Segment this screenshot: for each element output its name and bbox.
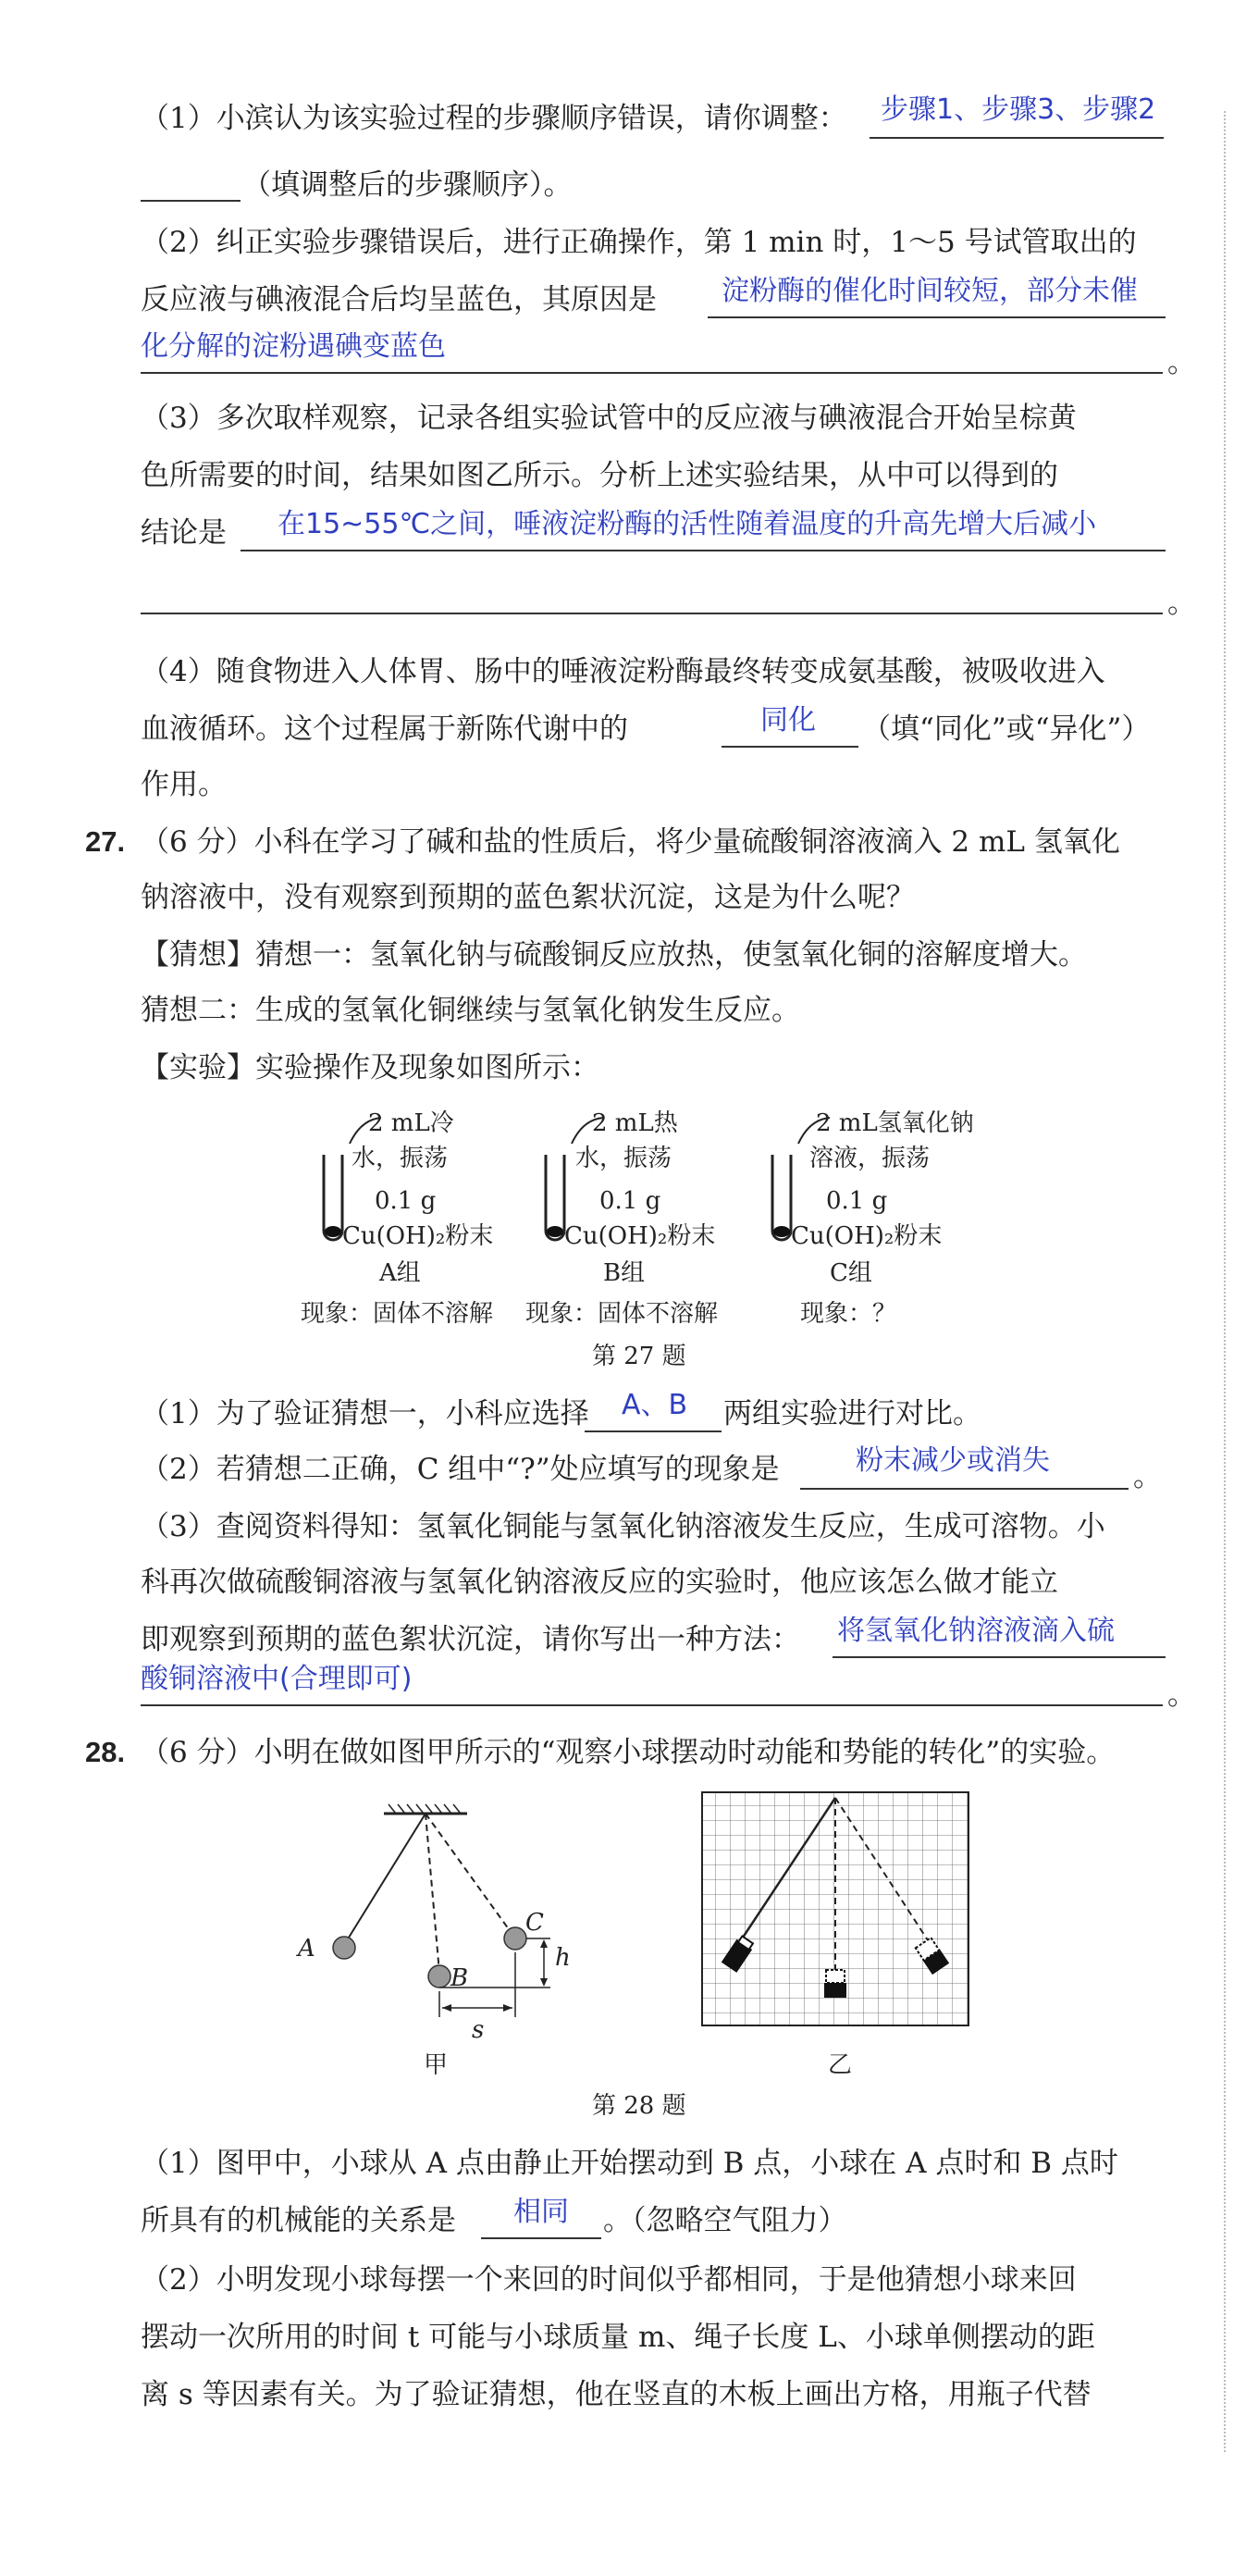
period: 。 <box>1133 1460 1162 1493</box>
ball-a <box>333 1937 355 1959</box>
q27-intro1: （6 分）小科在学习了碱和盐的性质后，将少量硫酸铜溶液滴入 2 mL 氢氧化 <box>141 825 1120 859</box>
label-c: C <box>525 1909 544 1937</box>
q27-s1b: 两组实验进行对比。 <box>723 1397 981 1430</box>
answer-line <box>800 1488 1129 1490</box>
answer-line <box>833 1656 1166 1658</box>
label-s: s <box>472 2016 485 2044</box>
q27-intro2: 钠溶液中，没有观察到预期的蓝色絮状沉淀，这是为什么呢？ <box>141 881 915 914</box>
group-b-name: B组 <box>603 1259 646 1287</box>
q28-s1-answer: 相同 <box>513 2196 569 2228</box>
q27-fig-caption: 第 27 题 <box>592 1343 686 1370</box>
ball-b <box>428 1965 450 1988</box>
period: 。 <box>1167 587 1196 620</box>
q26-p4-line1: （4）随食物进入人体胃、肠中的唾液淀粉酶最终转变成氨基酸，被吸收进入 <box>141 655 1105 688</box>
q26-p4-answer: 同化 <box>760 704 816 737</box>
period: 。 <box>1167 1678 1196 1712</box>
group-b-powder: Cu(OH)₂粉末 <box>564 1222 716 1250</box>
answer-line <box>141 200 241 202</box>
group-a-add2: 水，振荡 <box>352 1145 449 1172</box>
q26-p4-line2b: （填“同化”或“异化”） <box>862 712 1151 746</box>
q27-s3-answer-1: 将氢氧化钠溶液滴入硫 <box>837 1615 1115 1647</box>
answer-line <box>722 746 858 748</box>
q28-s1-line2a: 所具有的机械能的关系是 <box>141 2204 456 2237</box>
group-b-add2: 水，振荡 <box>575 1145 672 1172</box>
q28-s1-line1: （1）图甲中，小球从 A 点由静止开始摆动到 B 点，小球在 A 点时和 B 点时 <box>141 2147 1118 2180</box>
q27-s3-line1: （3）查阅资料得知：氢氧化铜能与氢氧化钠溶液发生反应，生成可溶物。小 <box>141 1510 1105 1543</box>
label-yi: 乙 <box>828 2051 853 2079</box>
q28-s2-line1: （2）小明发现小球每摆一个来回的时间似乎都相同，于是他猜想小球来回 <box>141 2263 1077 2297</box>
answer-line <box>141 372 1163 374</box>
q28-s2-line3: 离 s 等因素有关。为了验证猜想，他在竖直的木板上画出方格，用瓶子代替 <box>141 2378 1092 2411</box>
answer-line <box>481 2237 601 2239</box>
q28-number: 28. <box>85 1736 126 1768</box>
group-a-name: A组 <box>379 1259 421 1287</box>
pendulum-grid-figure-yi <box>700 1790 978 2031</box>
answer-line <box>708 316 1166 318</box>
q27-s1a: （1）为了验证猜想一，小科应选择 <box>141 1397 589 1430</box>
q28-intro: （6 分）小明在做如图甲所示的“观察小球摆动时动能和势能的转化”的实验。 <box>141 1736 1116 1769</box>
group-c-mass: 0.1 g <box>826 1187 888 1215</box>
label-jia: 甲 <box>424 2051 449 2079</box>
group-a-powder: Cu(OH)₂粉末 <box>342 1222 494 1250</box>
q26-p1-answer: 步骤1、步骤3、步骤2 <box>881 93 1156 126</box>
q27-s1-answer: A、B <box>622 1389 688 1421</box>
q26-p2-answer-1: 淀粉酶的催化时间较短，部分未催 <box>722 275 1138 307</box>
q26-p3-line1: （3）多次取样观察，记录各组实验试管中的反应液与碘液混合开始呈棕黄 <box>141 402 1077 435</box>
group-b-result: 现象：固体不溶解 <box>525 1300 719 1328</box>
q26-p2-line2: 反应液与碘液混合后均呈蓝色，其原因是 <box>141 283 657 316</box>
answer-line <box>585 1430 722 1432</box>
label-h: h <box>555 1944 571 1972</box>
answer-line <box>241 550 1166 551</box>
q27-number: 27. <box>85 825 126 858</box>
group-b-add1: 2 mL热 <box>592 1109 678 1137</box>
q26-p3-line2: 色所需要的时间，结果如图乙所示。分析上述实验结果，从中可以得到的 <box>141 459 1058 492</box>
margin-dotted-line <box>1224 111 1226 2452</box>
group-c-result: 现象：？ <box>800 1300 897 1328</box>
group-a-mass: 0.1 g <box>375 1187 437 1215</box>
ball-c <box>504 1927 526 1950</box>
label-b: B <box>450 1964 469 1992</box>
q27-experiment: 【实验】实验操作及现象如图所示： <box>141 1051 599 1084</box>
q26-p2-answer-2: 化分解的淀粉遇碘变蓝色 <box>141 330 446 363</box>
q26-p4-line3: 作用。 <box>141 768 227 801</box>
answer-line <box>141 1704 1163 1706</box>
bottle-middle <box>824 1970 846 1998</box>
group-a-result: 现象：固体不溶解 <box>301 1300 494 1328</box>
q26-p3-line3: 结论是 <box>141 516 227 550</box>
q26-p4-line2a: 血液循环。这个过程属于新陈代谢中的 <box>141 712 628 746</box>
q27-s2-answer: 粉末减少或消失 <box>856 1444 1050 1477</box>
q27-guess1: 【猜想】猜想一：氢氧化钠与硫酸铜反应放热，使氢氧化铜的溶解度增大。 <box>141 938 1087 972</box>
q27-s2: （2）若猜想二正确，C 组中“?”处应填写的现象是 <box>141 1453 780 1486</box>
group-c-add1: 2 mL氢氧化钠 <box>816 1109 974 1137</box>
group-a-add1: 2 mL冷 <box>368 1109 454 1137</box>
q26-p1-text: （1）小滨认为该实验过程的步骤顺序错误，请你调整： <box>141 102 847 135</box>
q26-p1-tail: （填调整后的步骤顺序）。 <box>242 168 573 202</box>
q26-p2-line1: （2）纠正实验步骤错误后，进行正确操作，第 1 min 时，1～5 号试管取出的 <box>141 226 1137 259</box>
period: 。 <box>1167 346 1196 379</box>
q27-s3-line3: 即观察到预期的蓝色絮状沉淀，请你写出一种方法： <box>141 1623 800 1656</box>
answer-line <box>870 137 1164 139</box>
group-c-powder: Cu(OH)₂粉末 <box>791 1222 943 1250</box>
group-b-mass: 0.1 g <box>599 1187 661 1215</box>
pendulum-figure-jia <box>296 1795 601 2017</box>
label-a: A <box>298 1935 315 1963</box>
q27-s3-line2: 科再次做硫酸铜溶液与氢氧化钠溶液反应的实验时，他应该怎么做才能立 <box>141 1566 1058 1599</box>
answer-line <box>141 613 1163 614</box>
q27-s3-answer-2: 酸铜溶液中(合理即可) <box>141 1663 413 1695</box>
q28-s2-line2: 摆动一次所用的时间 t 可能与小球质量 m、绳子长度 L、小球单侧摆动的距 <box>141 2321 1095 2354</box>
group-c-name: C组 <box>830 1259 872 1287</box>
q27-guess2: 猜想二：生成的氢氧化铜继续与氢氧化钠发生反应。 <box>141 994 800 1027</box>
q28-fig-caption: 第 28 题 <box>592 2092 686 2120</box>
q26-p3-answer: 在15~55℃之间，唾液淀粉酶的活性随着温度的升高先增大后减小 <box>278 508 1097 540</box>
q28-s1-line2b: 。（忽略空气阻力） <box>603 2204 847 2237</box>
group-c-add2: 溶液，振荡 <box>809 1145 931 1172</box>
